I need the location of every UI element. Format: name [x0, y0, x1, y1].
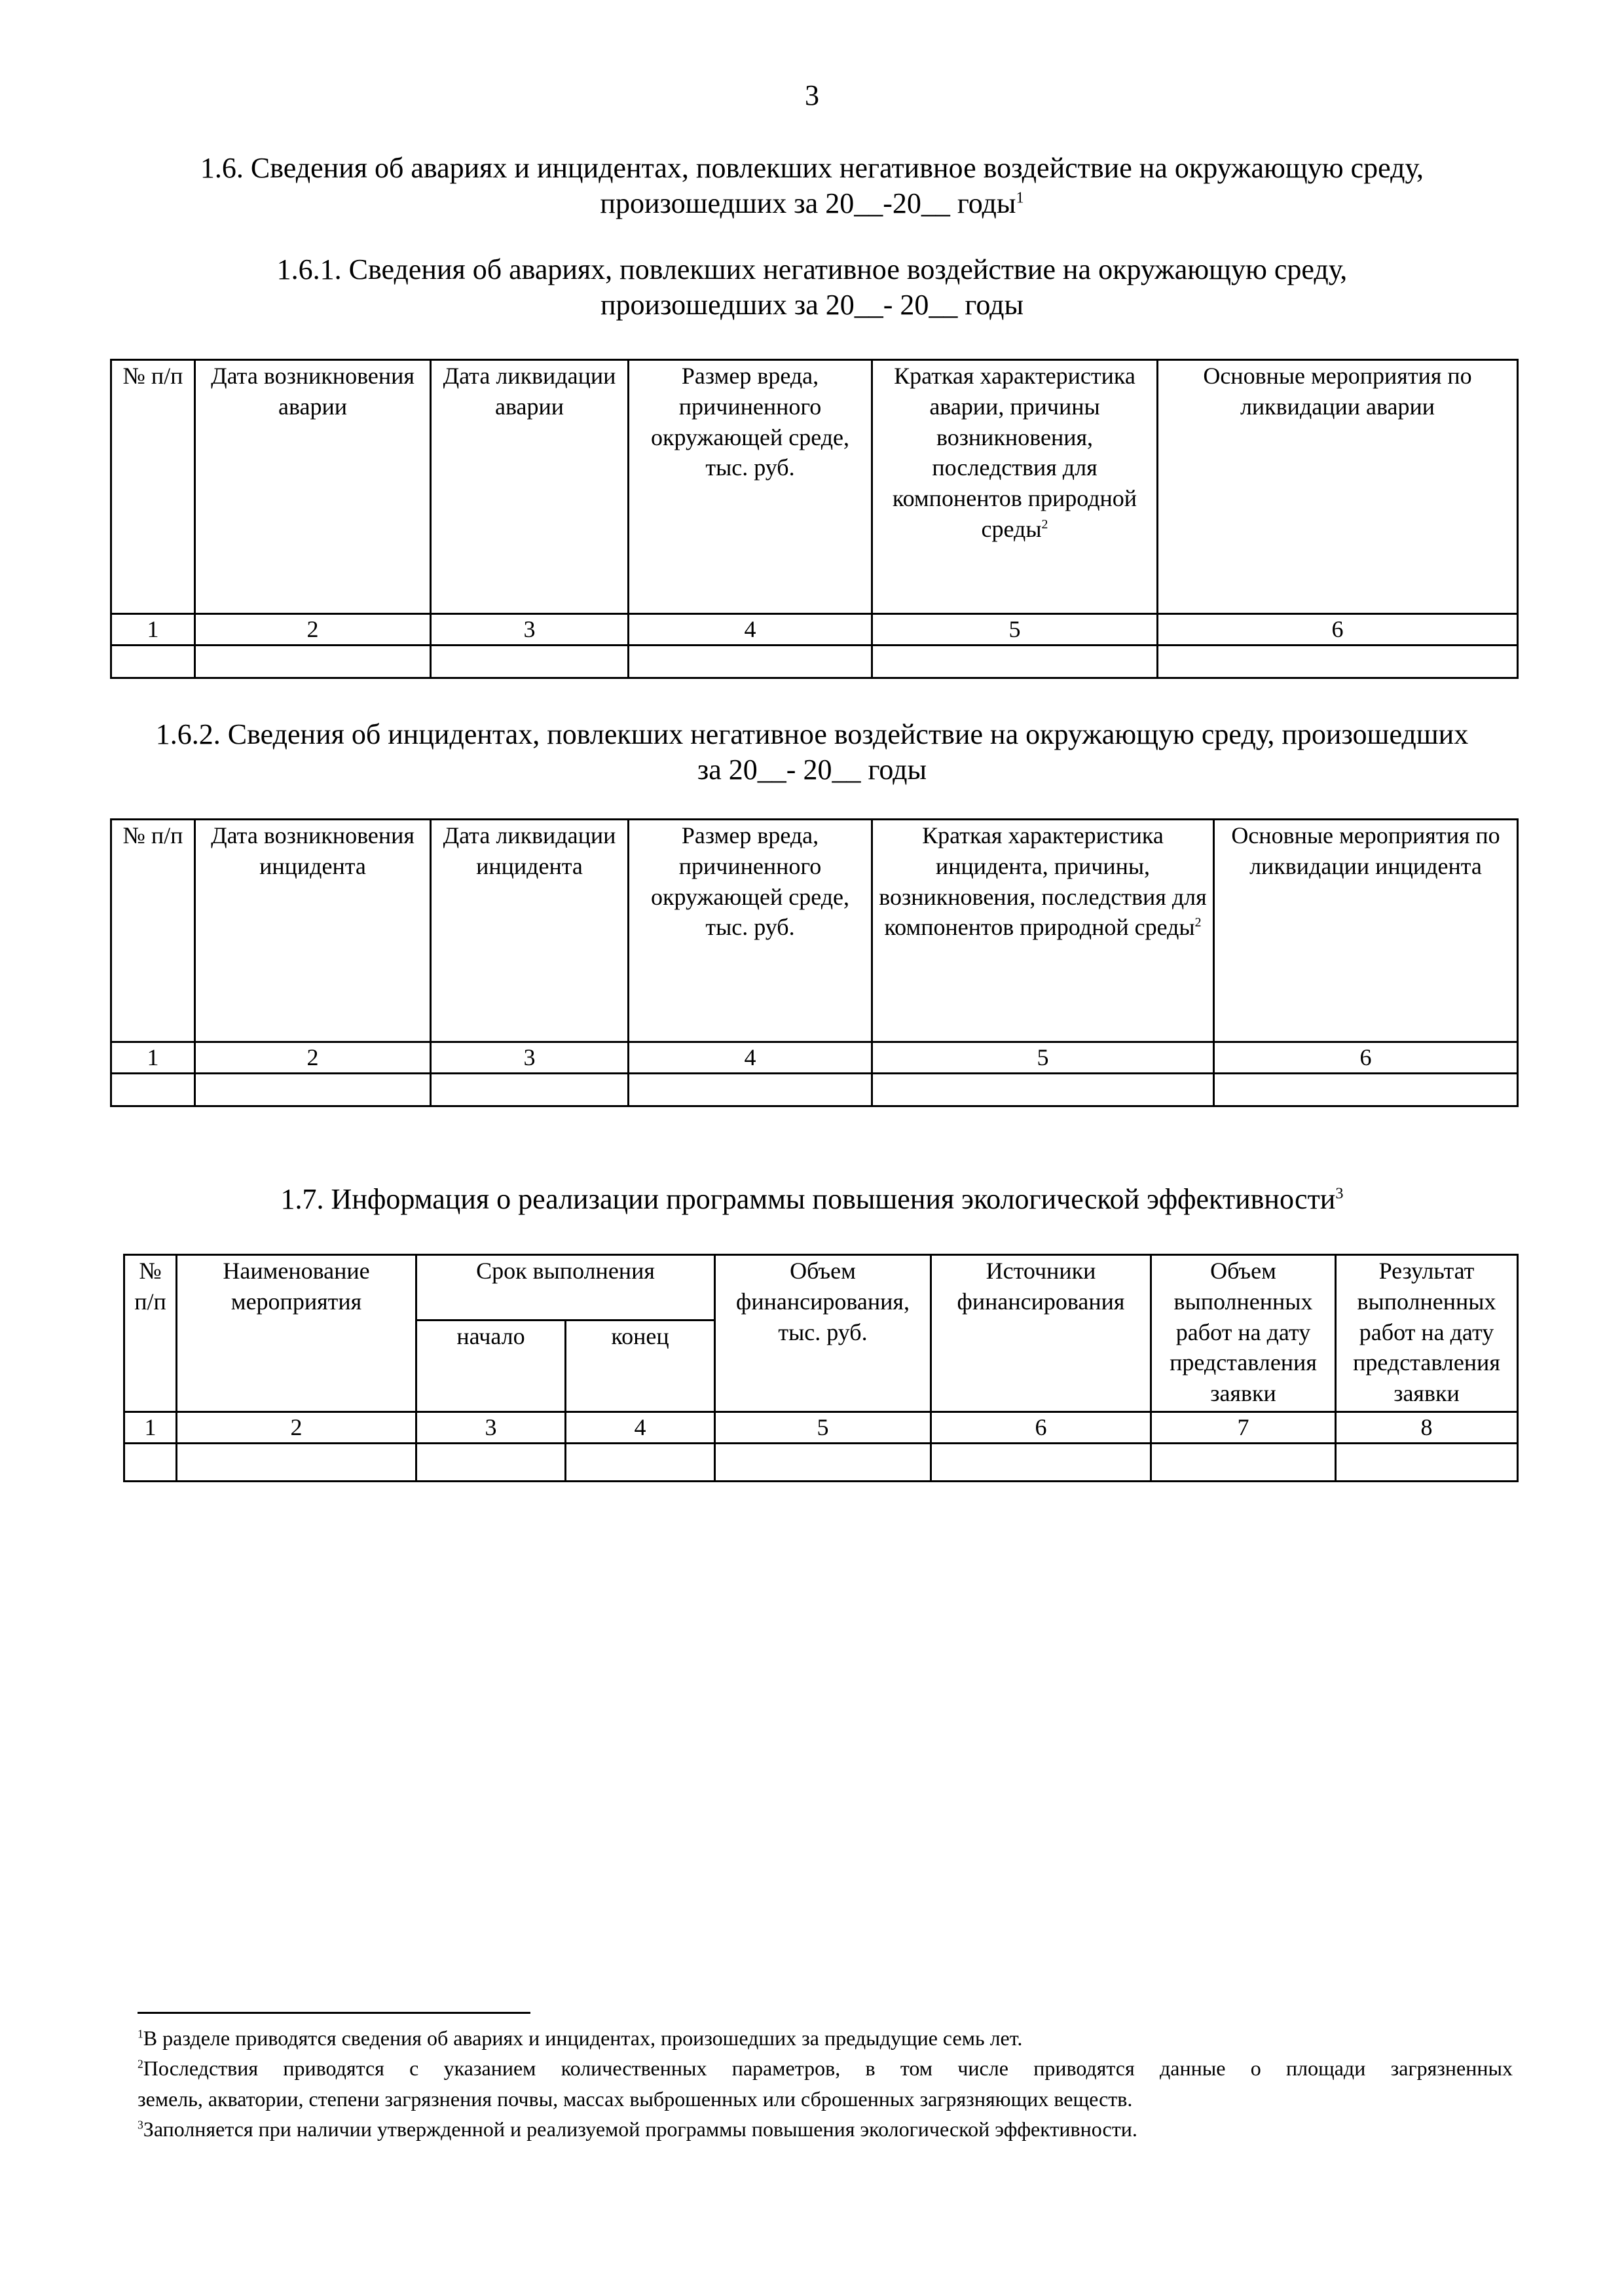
table-cell[interactable] — [195, 646, 431, 678]
footnote-ref: 3 — [1335, 1184, 1344, 1203]
col-header-num: № п/п — [124, 1255, 177, 1412]
column-number: 6 — [1158, 614, 1518, 646]
table-cell[interactable] — [1336, 1444, 1518, 1482]
column-number: 5 — [872, 614, 1158, 646]
column-number: 1 — [111, 1042, 195, 1074]
footnote-3 — [138, 2114, 1513, 2144]
col-header-start-date: Дата возникновения аварии — [195, 360, 431, 614]
footnote-divider — [138, 2012, 530, 2014]
table-cell[interactable] — [1158, 646, 1518, 678]
column-number: 2 — [195, 1042, 431, 1074]
eco-program-table — [123, 1254, 1519, 1482]
table-header-row — [111, 820, 1518, 1042]
col-header-done: Объем выполненных работ на дату представления заявки — [1151, 1255, 1336, 1412]
table-cell[interactable] — [629, 646, 872, 678]
section-1-6-1-title — [105, 252, 1519, 322]
table-cell[interactable] — [629, 1074, 872, 1106]
column-number: 2 — [195, 614, 431, 646]
footnote-mark: 2 — [138, 2057, 143, 2071]
column-number: 3 — [431, 1042, 629, 1074]
footnote-1 — [138, 2023, 1513, 2053]
section-1-6-2-title-line2: за 20__- 20__ годы — [697, 753, 927, 786]
section-1-6-2-title — [105, 717, 1519, 787]
section-1-6-title-line2: произошедших за 20__-20__ годы$^1$ — [600, 187, 1024, 219]
footnote-2-continued — [138, 2084, 1513, 2114]
table-cell[interactable] — [431, 1074, 629, 1106]
col-header-description: Краткая характеристика аварии, причины возникновения, последствия для компонентов природной среды$^2$ — [872, 360, 1158, 614]
table-cell[interactable] — [872, 646, 1158, 678]
col-header-description: Краткая характеристика инцидента, причины, возникновения, последствия для компонентов природной среды$^2$ — [872, 820, 1214, 1042]
footnote-text: Заполняется при наличии утвержденной и реализуемой программы повышения экологической эффективности. — [143, 2117, 1137, 2141]
column-number: 3 — [416, 1412, 566, 1444]
table-cell[interactable] — [715, 1444, 931, 1482]
table-cell[interactable] — [1214, 1074, 1518, 1106]
section-1-6-title — [105, 151, 1519, 221]
col-header-start-date: Дата возникновения инцидента — [195, 820, 431, 1042]
table-cell[interactable] — [111, 1074, 195, 1106]
footnote-text: Последствия приводятся с указанием количественных параметров, в том числе приводятся данные о площади загрязненных — [143, 2056, 1513, 2081]
section-1-7-title-line: 1.7. Информация о реализации программы повышения экологической эффективности$^3$ — [280, 1183, 1344, 1215]
col-header-result: Результат выполненных работ на дату представления заявки — [1336, 1255, 1518, 1412]
footnote-text: земель, акватории, степени загрязнения почвы, массах выброшенных или сброшенных загрязняющих веществ. — [138, 2086, 1133, 2111]
col-header-end-date: Дата ликвидации аварии — [431, 360, 629, 614]
table-cell[interactable] — [111, 646, 195, 678]
col-header-term-end: конец — [566, 1321, 715, 1412]
column-number: 4 — [629, 1042, 872, 1074]
section-1-6-1-title-line1: 1.6.1. Сведения об авариях, повлекших негативное воздействие на окружающую среду, — [276, 253, 1348, 285]
col-header-measures: Основные мероприятия по ликвидации инцидента — [1214, 820, 1518, 1042]
col-header-end-date: Дата ликвидации инцидента — [431, 820, 629, 1042]
column-number: 2 — [177, 1412, 416, 1444]
table-row — [111, 646, 1518, 678]
section-1-7-title — [105, 1182, 1519, 1217]
table-cell[interactable] — [872, 1074, 1214, 1106]
footnote-ref: 2 — [1194, 915, 1202, 930]
column-number: 7 — [1151, 1412, 1336, 1444]
footnote-mark: 3 — [138, 2118, 143, 2132]
page-number: 3 — [805, 79, 819, 111]
column-number-row — [124, 1412, 1518, 1444]
column-number: 5 — [872, 1042, 1214, 1074]
table-cell[interactable] — [177, 1444, 416, 1482]
col-header-measures: Основные мероприятия по ликвидации аварии — [1158, 360, 1518, 614]
table-header-row — [124, 1255, 1518, 1321]
table-cell[interactable] — [566, 1444, 715, 1482]
col-header-volume: Объем финансирования, тыс. руб. — [715, 1255, 931, 1412]
column-number: 1 — [124, 1412, 177, 1444]
column-number: 1 — [111, 614, 195, 646]
column-number: 6 — [931, 1412, 1151, 1444]
table-cell[interactable] — [416, 1444, 566, 1482]
footnote-ref: 1 — [1016, 189, 1024, 207]
table-cell[interactable] — [1151, 1444, 1336, 1482]
table-cell[interactable] — [431, 646, 629, 678]
section-1-6-title-line1: 1.6. Сведения об авариях и инцидентах, повлекших негативное воздействие на окружающую среду, — [200, 152, 1424, 184]
col-header-damage: Размер вреда, причиненного окружающей среде, тыс. руб. — [629, 820, 872, 1042]
column-number: 6 — [1214, 1042, 1518, 1074]
col-header-sources: Источники финансирования — [931, 1255, 1151, 1412]
footnote-ref: 2 — [1041, 517, 1048, 532]
table-row — [124, 1444, 1518, 1482]
column-number: 4 — [566, 1412, 715, 1444]
footnotes — [138, 2023, 1513, 2145]
footnote-2 — [138, 2053, 1513, 2083]
col-header-num: № п/п — [111, 820, 195, 1042]
table-row — [111, 1074, 1518, 1106]
column-number: 5 — [715, 1412, 931, 1444]
accidents-table — [110, 359, 1519, 679]
column-number: 3 — [431, 614, 629, 646]
column-number: 4 — [629, 614, 872, 646]
footnote-text: В разделе приводятся сведения об авариях и инцидентах, произошедших за предыдущие семь лет. — [143, 2026, 1023, 2050]
section-1-6-1-title-line2: произошедших за 20__- 20__ годы — [600, 288, 1024, 321]
table-cell[interactable] — [124, 1444, 177, 1482]
table-header-row — [111, 360, 1518, 614]
column-number: 8 — [1336, 1412, 1518, 1444]
incidents-table — [110, 818, 1519, 1107]
col-header-term: Срок выполнения — [416, 1255, 715, 1321]
col-header-name: Наименование мероприятия — [177, 1255, 416, 1412]
col-header-num: № п/п — [111, 360, 195, 614]
col-header-damage: Размер вреда, причиненного окружающей среде, тыс. руб. — [629, 360, 872, 614]
table-cell[interactable] — [931, 1444, 1151, 1482]
section-1-6-2-title-line1: 1.6.2. Сведения об инцидентах, повлекших негативное воздействие на окружающую среду, произошедших — [155, 718, 1469, 750]
table-cell[interactable] — [195, 1074, 431, 1106]
column-number-row — [111, 614, 1518, 646]
footnote-mark: 1 — [138, 2027, 143, 2041]
col-header-term-start: начало — [416, 1321, 566, 1412]
column-number-row — [111, 1042, 1518, 1074]
